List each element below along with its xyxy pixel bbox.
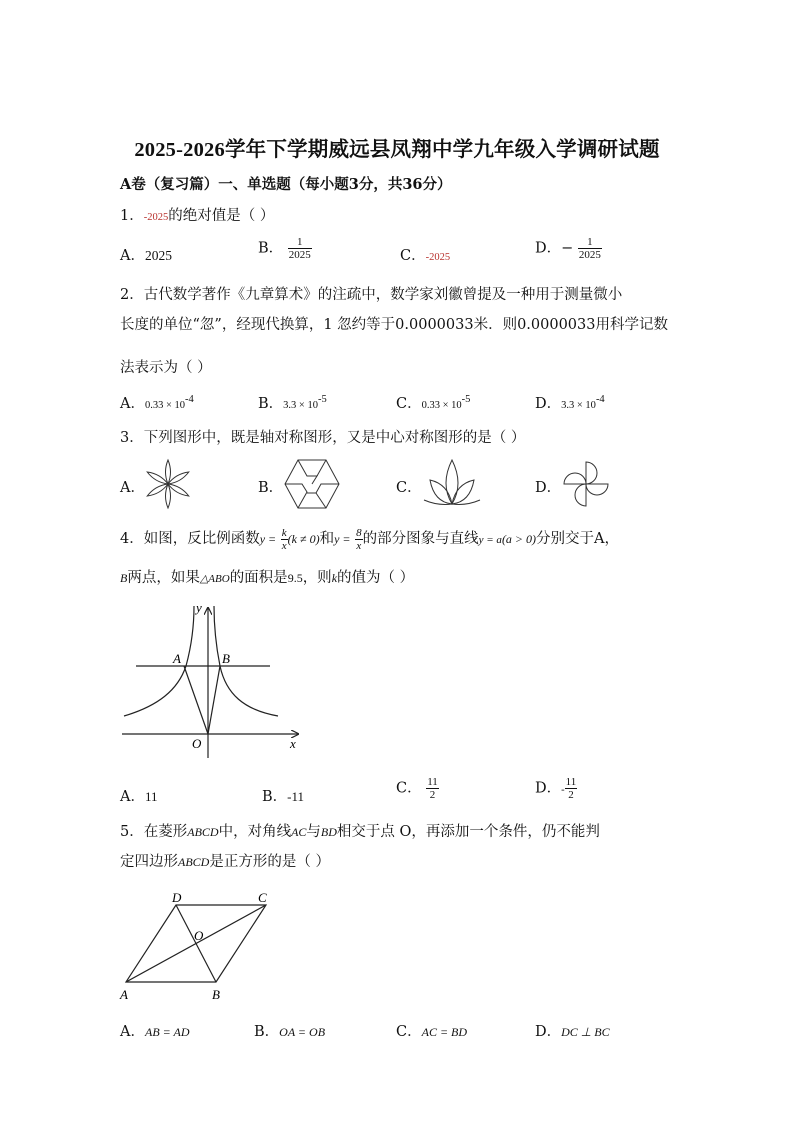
numerator: 1	[288, 236, 312, 249]
q3-text: 3．下列图形中，既是轴对称图形，又是中心对称图形的是（ ）	[120, 430, 526, 446]
vertex-d-label: D	[172, 890, 182, 905]
option-label: D．	[535, 780, 562, 797]
option-label: B．	[258, 240, 284, 257]
q4-option-b[interactable]	[262, 785, 304, 806]
text: ，则	[302, 570, 332, 586]
numerator: 11	[565, 776, 577, 788]
fraction	[565, 776, 578, 801]
q1-option-b[interactable]	[258, 236, 312, 261]
q4-line-1	[120, 526, 619, 553]
point-a-label: A	[173, 651, 181, 666]
option-exponent: -5	[317, 394, 327, 406]
option-label: C．	[396, 780, 422, 797]
option-label: A．	[120, 789, 145, 805]
q4-option-a[interactable]	[120, 785, 158, 806]
left-hyperbola	[124, 606, 194, 716]
six-petal-flower-icon	[142, 458, 194, 510]
line-equation: y = a	[478, 534, 502, 546]
denominator: x	[281, 539, 287, 552]
option-value: AB = AD	[144, 1025, 190, 1039]
text: 5．在菱形	[120, 824, 188, 840]
k-variable: k	[331, 571, 338, 585]
option-label: B．	[254, 1024, 280, 1040]
option-label: A．	[120, 1024, 145, 1040]
fraction	[578, 236, 602, 261]
formula-y: y =	[334, 532, 351, 546]
denominator: 2025	[288, 249, 311, 261]
option-label: B．	[262, 789, 288, 805]
x-axis-label: x	[290, 736, 296, 751]
denominator: 2	[429, 789, 436, 801]
fraction-k-over-x	[281, 527, 288, 552]
numerator: 8	[356, 526, 362, 539]
option-label: A．	[120, 248, 145, 264]
numerator: 1	[578, 236, 602, 249]
q5-rhombus-figure	[116, 890, 276, 1004]
text: 两点，如果	[127, 570, 200, 586]
q4-mid-text: 的部分图象与直线	[362, 531, 479, 547]
option-label: B．	[258, 396, 284, 412]
triangle-abo: △ABO	[199, 573, 230, 585]
text: 与	[306, 824, 321, 840]
q5-option-c[interactable]	[396, 1020, 467, 1041]
q3-option-b-label[interactable]: B．	[258, 480, 284, 496]
q2-option-b[interactable]	[258, 392, 327, 413]
minus-sign: -	[561, 784, 565, 796]
recycle-triangle-icon	[283, 458, 341, 510]
diagonal-bd: BD	[320, 825, 337, 839]
q2-line-3: 法表示为（ ）	[120, 360, 212, 376]
denominator: 2	[568, 789, 574, 801]
fraction	[288, 236, 312, 261]
denominator: x	[356, 539, 362, 552]
option-label: A．	[120, 396, 145, 412]
diagonal-ac: AC	[291, 825, 307, 839]
origin-label: O	[192, 736, 202, 751]
text: 是正方形的是（ ）	[209, 854, 330, 870]
q1-value: -2025	[143, 212, 169, 223]
q2-option-c[interactable]	[396, 392, 470, 413]
q4-option-c[interactable]	[396, 776, 439, 801]
option-label: D．	[535, 240, 562, 257]
option-value: 11	[144, 789, 158, 804]
y-axis-label: y	[196, 600, 202, 615]
q4-end-text: 分别交于A，	[536, 531, 620, 547]
diagonal-bd-line	[176, 905, 216, 982]
option-base: 0.33 × 10	[421, 400, 462, 411]
segment-ao	[184, 666, 208, 734]
condition: (a > 0)	[501, 532, 537, 546]
rhombus-name: ABCD	[187, 825, 219, 839]
text: 的值为（ ）	[337, 570, 415, 586]
section-heading: A卷（复习篇）一、单选题（每小题3分，共36分）	[120, 176, 452, 193]
q2-line-1: 2．古代数学著作《九章算术》的注疏中，数学家刘徽曾提及一种用于测量微小	[120, 287, 623, 303]
text: 定四边形	[120, 854, 178, 870]
area-value: 9.5	[287, 571, 303, 585]
option-exponent: -4	[595, 394, 605, 406]
denominator: 2025	[578, 249, 601, 261]
pinwheel-icon	[560, 458, 612, 510]
option-label: D．	[535, 1024, 562, 1040]
option-label: D．	[535, 396, 562, 412]
q2-option-d[interactable]	[535, 392, 605, 413]
segment-bo	[208, 666, 220, 734]
page-title: 2025-2026学年下学期威远县凤翔中学九年级入学调研试题	[134, 139, 660, 161]
option-label: C．	[400, 248, 426, 264]
q1-text: 的绝对值是（ ）	[168, 208, 275, 224]
option-base: 0.33 × 10	[144, 400, 186, 411]
question-1	[120, 204, 274, 225]
q1-number: 1．	[120, 208, 144, 224]
option-label: C．	[396, 396, 422, 412]
fraction	[426, 776, 439, 801]
q3-option-c-label[interactable]: C．	[396, 480, 422, 496]
q4-option-d[interactable]	[535, 776, 577, 801]
vertex-c-label: C	[258, 890, 267, 905]
option-value: -11	[287, 789, 305, 804]
q3-option-a-label[interactable]: A．	[120, 480, 145, 496]
lotus-icon	[420, 456, 484, 508]
q4-hyperbola-figure	[118, 598, 308, 760]
condition: (k ≠ 0)	[287, 532, 320, 546]
q5-option-d[interactable]	[535, 1020, 610, 1041]
q5-line-2	[120, 850, 330, 871]
center-o-label: O	[194, 928, 204, 943]
q5-option-a[interactable]	[120, 1020, 190, 1041]
formula-y: y =	[259, 532, 277, 546]
option-value: OA = OB	[279, 1025, 326, 1039]
option-base: 3.3 × 10	[283, 400, 318, 411]
point-b-label: B	[222, 651, 230, 666]
conjunction: 和	[319, 531, 335, 547]
q1-option-a[interactable]	[120, 244, 172, 265]
option-value: AC = BD	[421, 1025, 468, 1039]
option-value: -2025	[425, 252, 451, 263]
option-base: 3.3 × 10	[561, 400, 596, 411]
quadrilateral-name: ABCD	[178, 855, 210, 869]
q2-line-2: 长度的单位“忽”，经现代换算，1 忽约等于0.0000033米．则0.0000033用科学记数	[120, 317, 668, 333]
minus-sign: −	[561, 240, 574, 257]
numerator: k	[281, 526, 287, 539]
point-b: B	[120, 571, 128, 585]
vertex-b-label: B	[212, 987, 220, 1002]
q2-option-a[interactable]	[120, 392, 194, 413]
option-label: C．	[396, 1024, 422, 1040]
q1-option-c[interactable]	[400, 244, 450, 265]
vertex-a-label: A	[120, 987, 128, 1002]
option-exponent: -4	[185, 394, 194, 406]
q5-line-1	[120, 820, 600, 841]
text: 中，对角线	[218, 824, 292, 840]
text: 相交于点 O，再添加一个条件，仍不能判	[336, 824, 600, 840]
option-value: DC ⊥ BC	[561, 1025, 610, 1039]
q1-option-d[interactable]	[535, 236, 602, 261]
q4-line-2	[120, 566, 414, 587]
text: 的面积是	[229, 570, 288, 586]
numerator: 11	[427, 776, 438, 788]
q3-option-d-label[interactable]: D．	[535, 480, 562, 496]
q5-option-b[interactable]	[254, 1020, 325, 1041]
q4-intro: 4．如图，反比例函数	[120, 531, 260, 547]
option-value: 2025	[144, 248, 172, 263]
option-exponent: -5	[461, 394, 471, 406]
fraction-8-over-x	[355, 527, 363, 552]
